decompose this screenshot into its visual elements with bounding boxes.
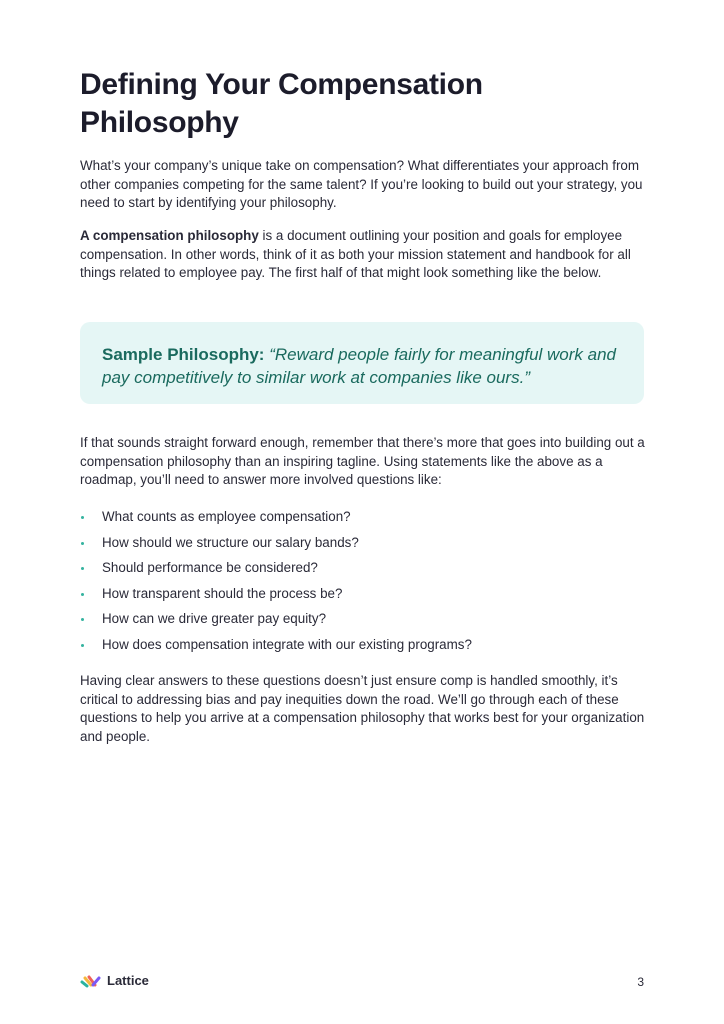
definition-term: A compensation philosophy [80, 228, 259, 243]
list-item: How can we drive greater pay equity? [80, 610, 472, 636]
page-number: 3 [637, 975, 644, 989]
bullet-icon [81, 644, 84, 647]
callout-label: Sample Philosophy: [102, 345, 265, 364]
list-item: How should we structure our salary bands? [80, 534, 472, 560]
callout-quote: “Reward people fairly for meaningful work and pay competitively to similar work at companies like ours.” [102, 345, 617, 387]
bullet-icon [81, 593, 84, 596]
sample-philosophy-callout [80, 322, 644, 404]
bullet-icon [81, 516, 84, 519]
page-title: Defining Your Compensation Philosophy [80, 68, 483, 139]
logo-text: Lattice [107, 973, 149, 988]
transition-paragraph: If that sounds straight forward enough, remember that there’s more that goes into building out a compensation philosophy than an inspiring tagline. Using statements like the above as a roadmap, you’ll need to answer more involved questions like: [80, 435, 645, 487]
bullet-icon [81, 542, 84, 545]
intro-paragraph: What’s your company’s unique take on compensation? What differentiates your approach from other companies competing for the same talent? If you’re looking to build out your strategy, you need to start by identifying your philosophy. [80, 158, 643, 210]
bullet-icon [81, 618, 84, 621]
closing-paragraph: Having clear answers to these questions doesn’t just ensure comp is handled smoothly, it’s critical to addressing bias and pay inequities down the road. We’ll go through each of these questions to help you arrive at a compensation philosophy that works best for your organization and people. [80, 673, 645, 744]
list-item: What counts as employee compensation? [80, 508, 472, 534]
bullet-icon [81, 567, 84, 570]
list-item: Should performance be considered? [80, 559, 472, 585]
questions-list [80, 508, 472, 661]
list-item: How does compensation integrate with our existing programs? [80, 636, 472, 662]
list-item: How transparent should the process be? [80, 585, 472, 611]
definition-paragraph [80, 227, 650, 283]
lattice-logo [80, 973, 149, 988]
lattice-logo-icon [80, 974, 102, 988]
definition-text: is a document outlining your position and goals for employee compensation. In other words, think of it as both your mission statement and handbook for all things related to employee pay. The first half of that might look something like the below. [80, 228, 631, 280]
